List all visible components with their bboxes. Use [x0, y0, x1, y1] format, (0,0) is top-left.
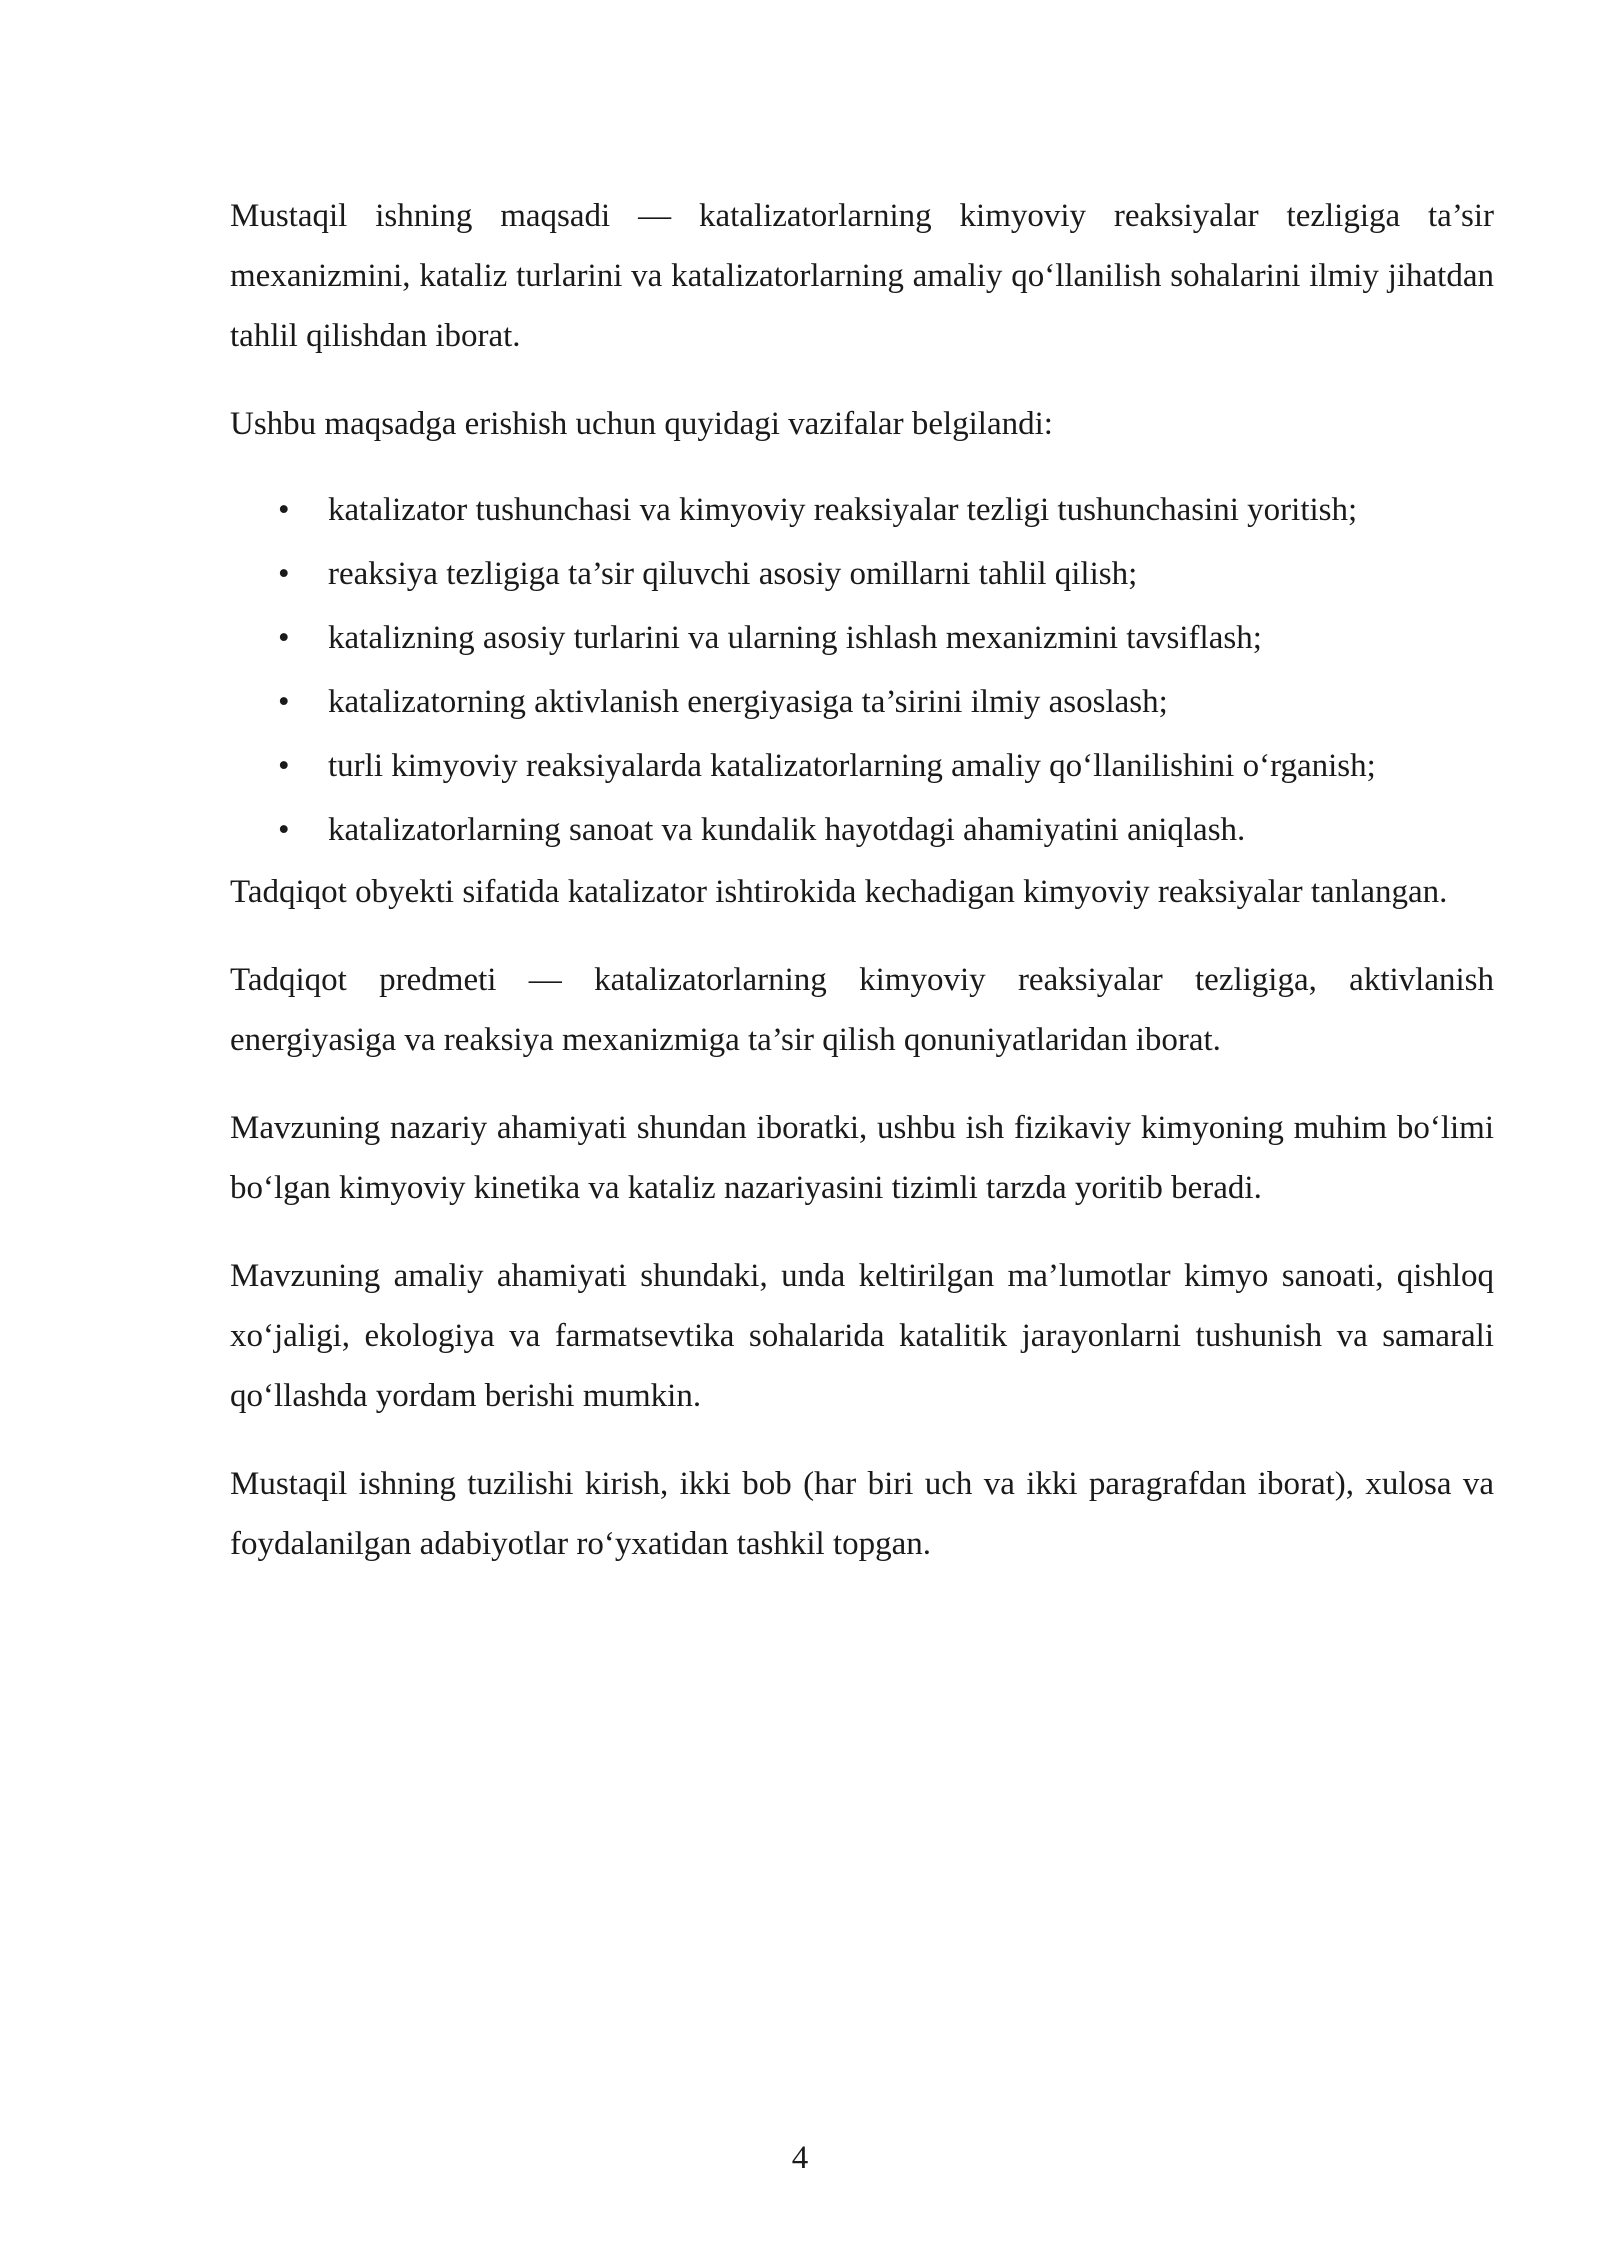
list-item-text: katalizning asosiy turlarini va ularning ishlash mexanizmini tavsiflash;	[328, 620, 1262, 656]
bullet-icon: •	[278, 620, 290, 656]
list-item	[230, 606, 1494, 670]
bullet-icon: •	[278, 492, 290, 528]
bullet-icon: •	[278, 812, 290, 848]
list-item	[230, 542, 1494, 606]
list-item-text: katalizator tushunchasi va kimyoviy reaksiyalar tezligi tushunchasini yoritish;	[328, 492, 1358, 528]
page-number: 4	[791, 2140, 809, 2176]
paragraph-theoretical-significance: Mavzuning nazariy ahamiyati shundan iboratki, ushbu ish fizikaviy kimyoning muhim bo‘limi bo‘lgan kimyoviy kinetika va kataliz nazariyasini tizimli tarzda yoritib beradi.	[230, 1110, 1494, 1206]
paragraph-research-subject: Tadqiqot predmeti — katalizatorlarning kimyoviy reaksiyalar tezligiga, aktivlanish energiyasiga va reaksiya mexanizmiga ta’sir qilish qonuniyatlaridan iborat.	[230, 962, 1494, 1058]
bullet-icon: •	[278, 748, 290, 784]
bullet-icon: •	[278, 684, 290, 720]
list-item	[230, 670, 1494, 734]
paragraph-practical-significance: Mavzuning amaliy ahamiyati shundaki, unda keltirilgan ma’lumotlar kimyo sanoati, qishloq xo‘jaligi, ekologiya va farmatsevtika sohalarida katalitik jarayonlarni tushunish va samarali qo‘llashda yordam berishi mumkin.	[230, 1258, 1494, 1414]
list-item-text: reaksiya tezligiga ta’sir qiluvchi asosiy omillarni tahlil qilish;	[328, 556, 1138, 592]
paragraph-structure: Mustaqil ishning tuzilishi kirish, ikki bob (har biri uch va ikki paragrafdan iborat), xulosa va foydalanilgan adabiyotlar ro‘yxatidan tashkil topgan.	[230, 1466, 1494, 1562]
paragraph-research-object: Tadqiqot obyekti sifatida katalizator ishtirokida kechadigan kimyoviy reaksiyalar tanlangan.	[230, 874, 1448, 910]
task-list	[230, 478, 1494, 862]
paragraph-tasks-intro: Ushbu maqsadga erishish uchun quyidagi vazifalar belgilandi:	[230, 406, 1053, 442]
list-item	[230, 798, 1494, 862]
paragraph-goal: Mustaqil ishning maqsadi — katalizatorlarning kimyoviy reaksiyalar tezligiga ta’sir mexanizmini, kataliz turlarini va katalizatorlarning amaliy qo‘llanilish sohalarini ilmiy jihatdan tahlil qilishdan iborat.	[230, 198, 1494, 354]
list-item	[230, 734, 1494, 798]
list-item-text: turli kimyoviy reaksiyalarda katalizatorlarning amaliy qo‘llanilishini o‘rganish;	[328, 748, 1376, 784]
list-item-text: katalizatorning aktivlanish energiyasiga ta’sirini ilmiy asoslash;	[328, 684, 1168, 720]
bullet-icon: •	[278, 556, 290, 592]
list-item	[230, 478, 1494, 542]
list-item-text: katalizatorlarning sanoat va kundalik hayotdagi ahamiyatini aniqlash.	[328, 812, 1246, 848]
page-body	[230, 186, 1494, 1602]
